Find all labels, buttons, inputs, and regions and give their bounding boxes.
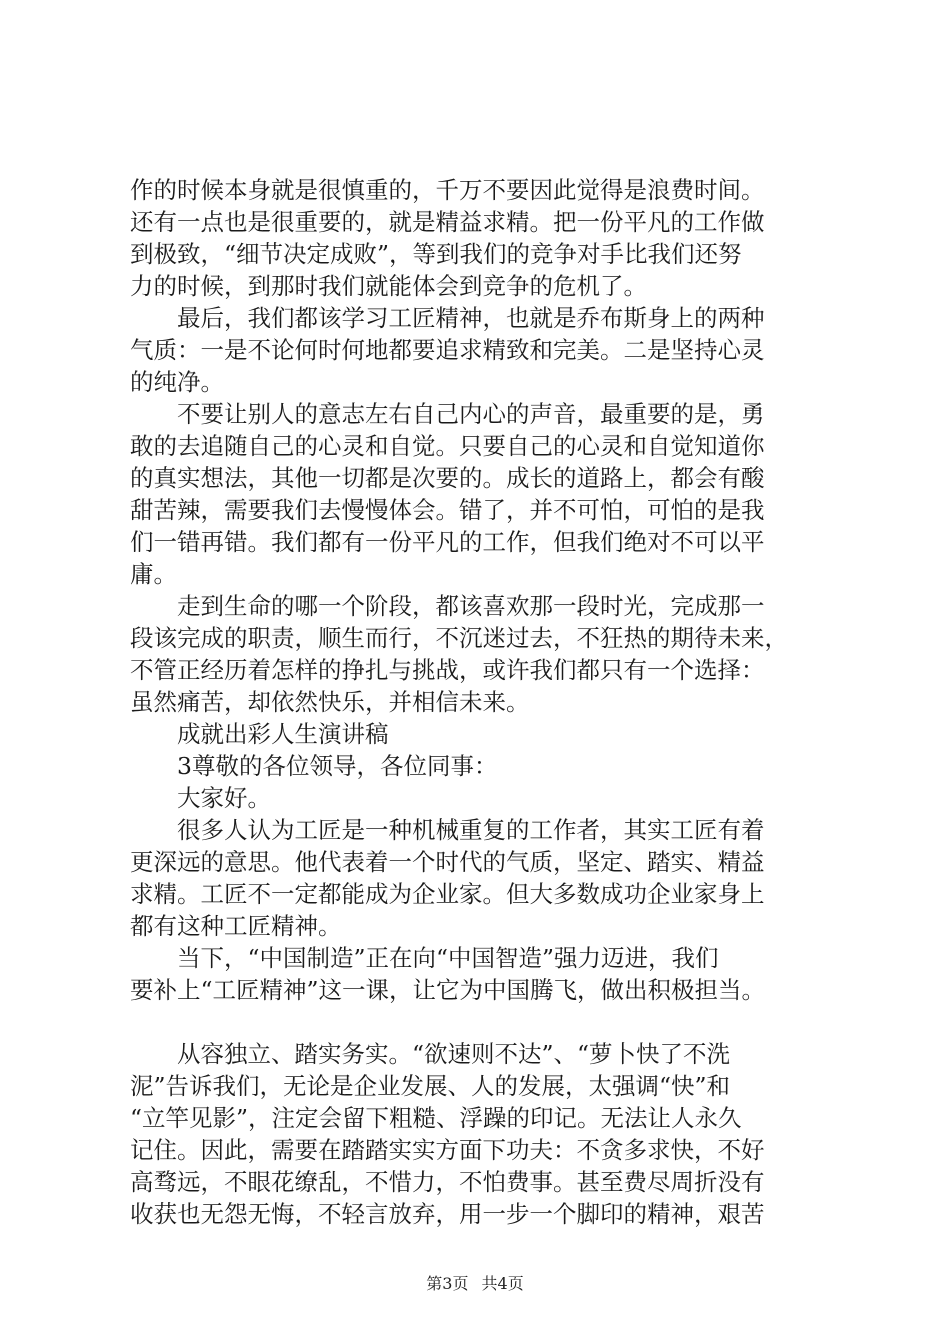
text-line: 更深远的意思。他代表着一个时代的气质，坚定、踏实、精益 [130, 848, 765, 876]
text-line: 要补上“工匠精神”这一课，让它为中国腾飞，做出积极担当。 [130, 976, 766, 1004]
text-line: 的真实想法，其他一切都是次要的。成长的道路上，都会有酸 [130, 464, 765, 492]
text-line: 收获也无怨无悔，不轻言放弃，用一步一个脚印的精神，艰苦 [130, 1200, 765, 1228]
text-line: 们一错再错。我们都有一份平凡的工作，但我们绝对不可以平 [130, 528, 765, 556]
text-line: 敢的去追随自己的心灵和自觉。只要自己的心灵和自觉知道你 [130, 432, 765, 460]
text-line: 泥”告诉我们，无论是企业发展、人的发展，太强调“快”和 [130, 1072, 731, 1100]
text-line: “立竿见影”，注定会留下粗糙、浮躁的印记。无法让人永久 [130, 1104, 742, 1132]
text-line: 段该完成的职责，顺生而行，不沉迷过去，不狂热的期待未来， [130, 624, 788, 652]
text-line: 从容独立、踏实务实。“欲速则不达”、“萝卜快了不洗 [177, 1040, 731, 1068]
text-line: 气质：一是不论何时何地都要追求精致和完美。二是坚持心灵 [130, 336, 765, 364]
body-text [130, 174, 830, 1230]
text-line: 高骛远，不眼花缭乱，不惜力，不怕费事。甚至费尽周折没有 [130, 1168, 765, 1196]
greeting: 大家好。 [177, 784, 271, 812]
speech-title: 成就出彩人生演讲稿 [177, 720, 389, 748]
text-line: 不管正经历着怎样的挣扎与挑战，或许我们都只有一个选择： [130, 656, 765, 684]
page-number: 第3页 [426, 1274, 469, 1293]
text-line: 力的时候，到那时我们就能体会到竞争的危机了。 [130, 272, 647, 300]
paragraph-gap [130, 1006, 830, 1038]
text-line: 求精。工匠不一定都能成为企业家。但大多数成功企业家身上 [130, 880, 765, 908]
text-line: 到极致，“细节决定成败”，等到我们的竞争对手比我们还努 [130, 240, 742, 268]
text-line: 庸。 [130, 560, 177, 588]
text-line: 走到生命的哪一个阶段，都该喜欢那一段时光，完成那一 [177, 592, 765, 620]
page-total: 共4页 [481, 1274, 524, 1293]
text-line: 虽然痛苦，却依然快乐，并相信未来。 [130, 688, 530, 716]
text-line: 不要让别人的意志左右自己内心的声音，最重要的是，勇 [177, 400, 765, 428]
text-line: 作的时候本身就是很慎重的，千万不要因此觉得是浪费时间。 [130, 176, 765, 204]
text-line: 都有这种工匠精神。 [130, 912, 342, 940]
page-footer [0, 1272, 950, 1296]
text-line: 甜苦辣，需要我们去慢慢体会。错了，并不可怕，可怕的是我 [130, 496, 765, 524]
text-line: 当下，“中国制造”正在向“中国智造”强力迈进，我们 [177, 944, 719, 972]
text-line: 的纯净。 [130, 368, 224, 396]
salutation: 3尊敬的各位领导，各位同事： [177, 752, 498, 780]
text-line: 最后，我们都该学习工匠精神，也就是乔布斯身上的两种 [177, 304, 765, 332]
text-line: 记住。因此，需要在踏踏实实方面下功夫：不贪多求快，不好 [130, 1136, 765, 1164]
text-line: 很多人认为工匠是一种机械重复的工作者，其实工匠有着 [177, 816, 765, 844]
text-line: 还有一点也是很重要的，就是精益求精。把一份平凡的工作做 [130, 208, 765, 236]
